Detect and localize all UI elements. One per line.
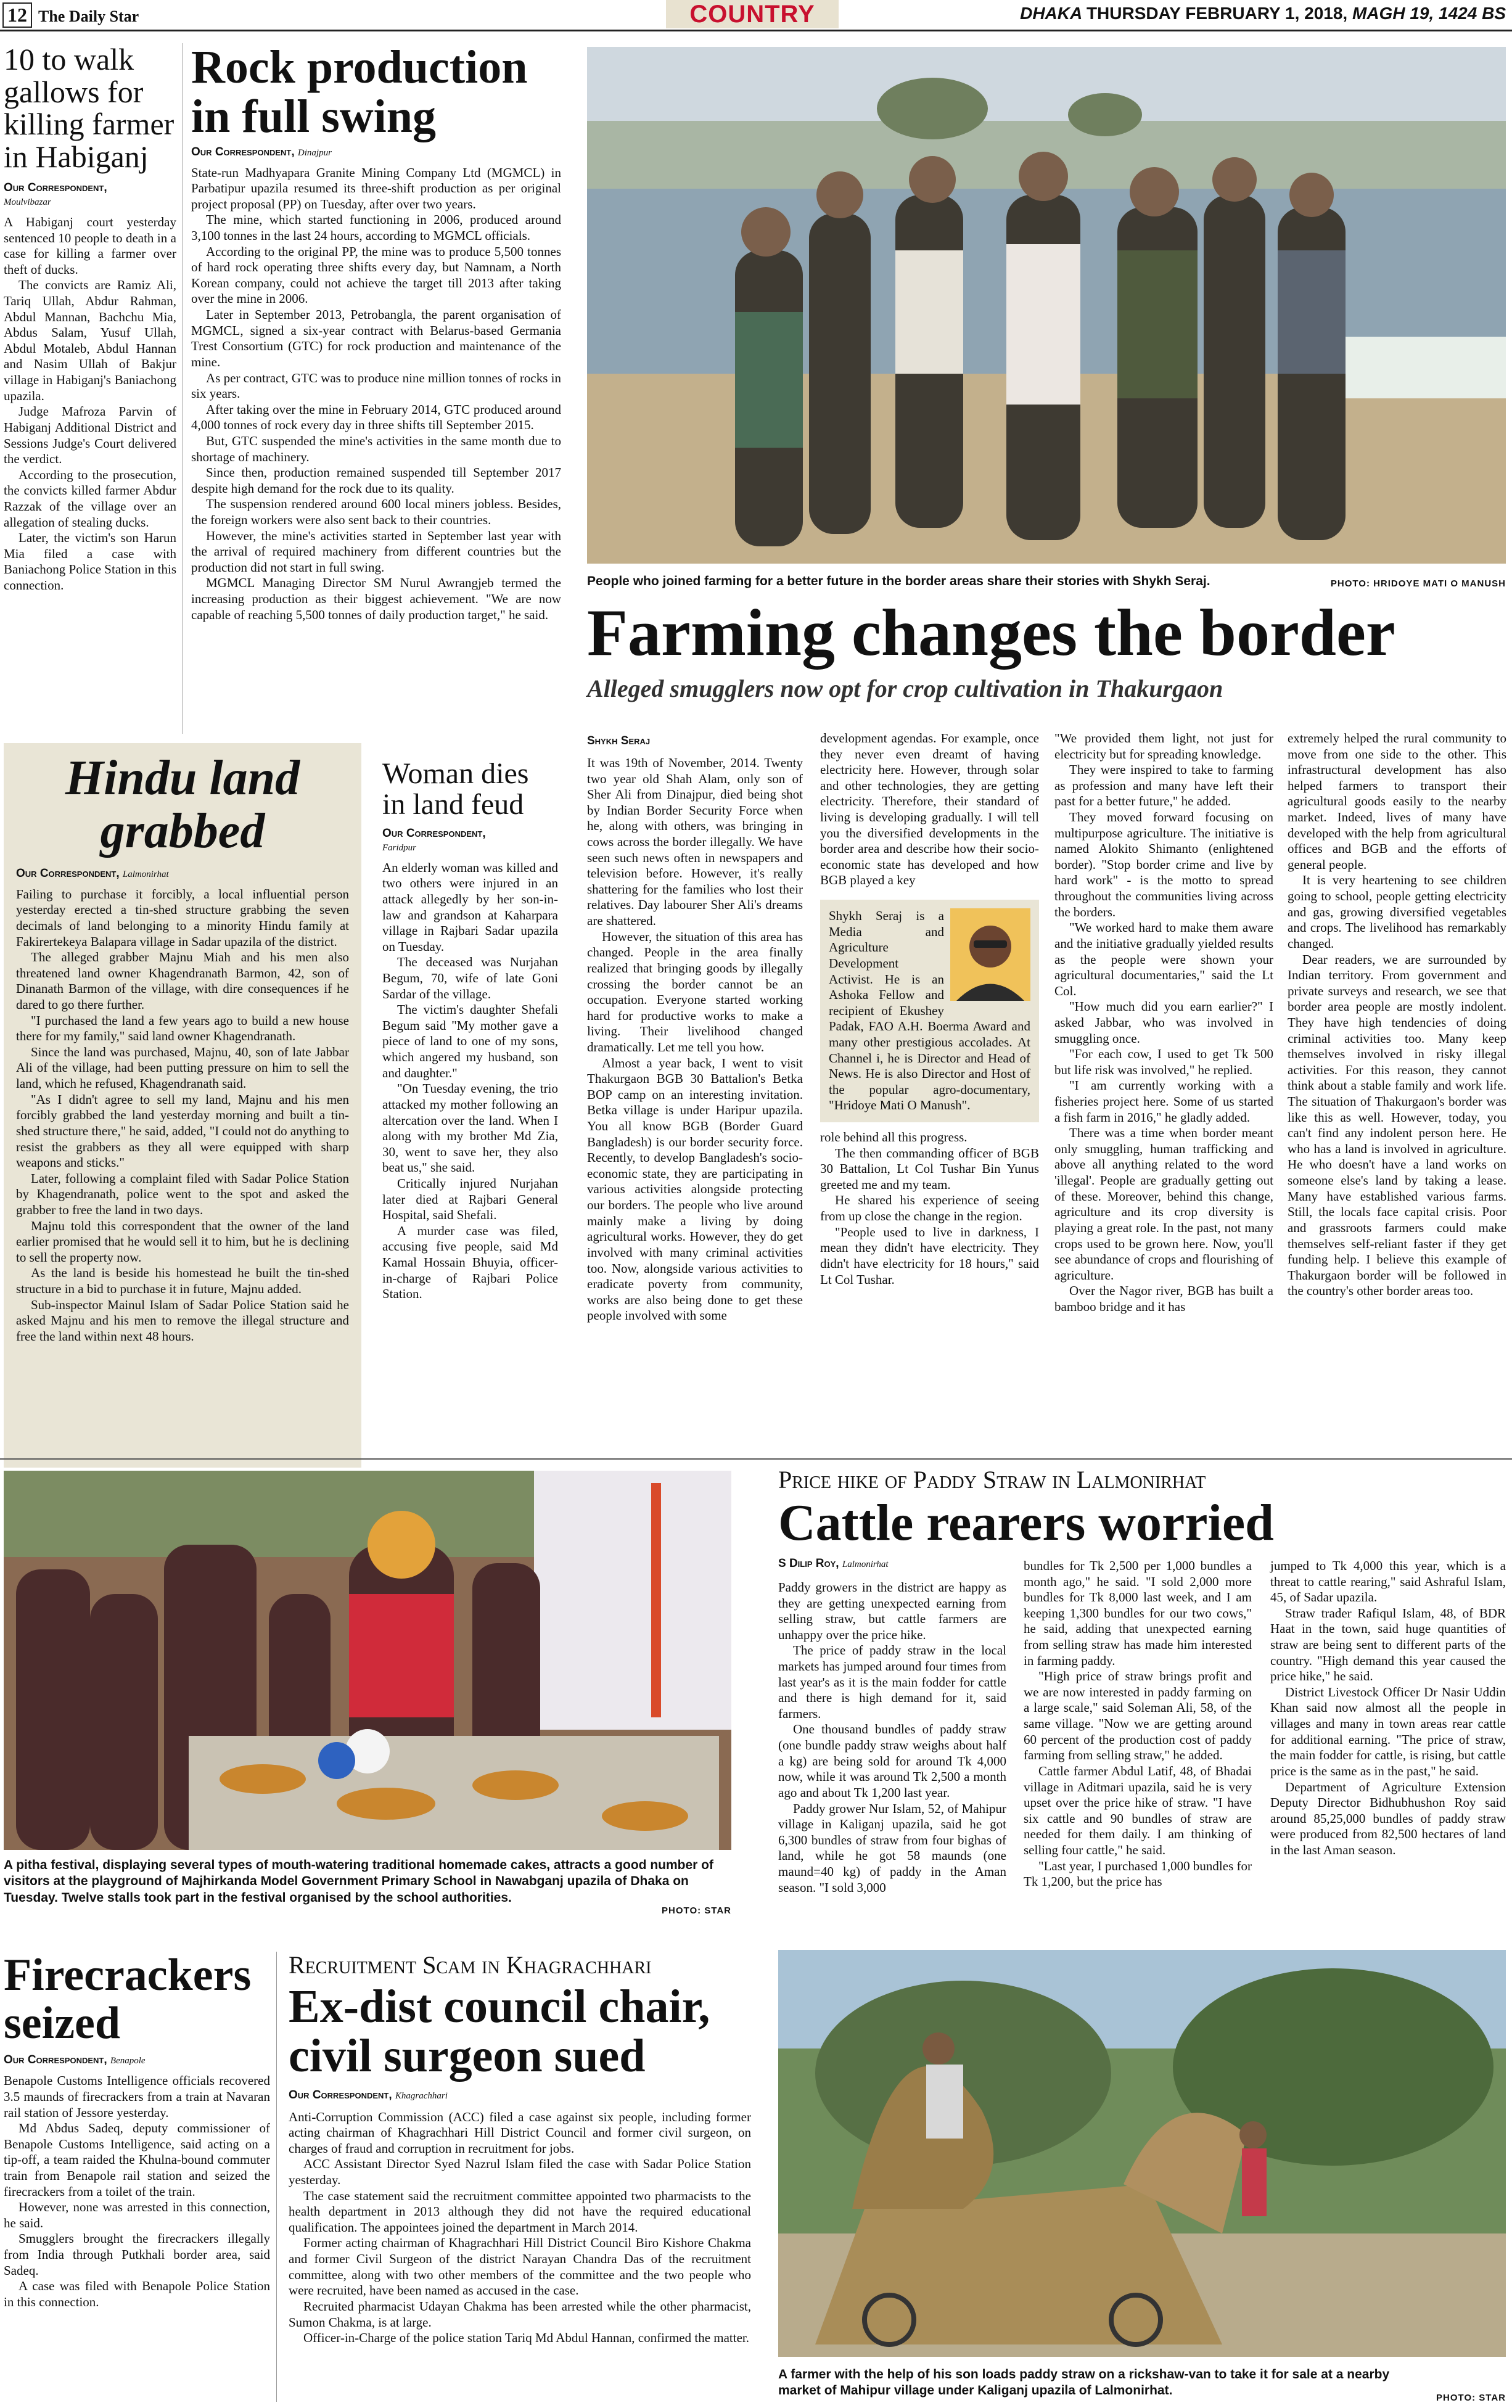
pitha-caption: A pitha festival, displaying several types of mouth-watering traditional homemade cakes, attracts a good number of visitors at the playground of Majhirkanda Model Government Primary School in Nawabganj upazila of Dhaka on Tuesday. Twelve stalls took part in the festival organised by the school authorities.: [4, 1858, 713, 1905]
paragraph: The then commanding officer of BGB 30 Battalion, Lt Col Tushar Bin Yunus greeted me and my team.: [820, 1145, 1039, 1192]
byline-location: Lalmonirhat: [122, 869, 169, 879]
paragraph: The price of paddy straw in the local markets has jumped around four times from last year's as it is the main fodder for cattle and there is high demand for it, said farmers.: [778, 1643, 1006, 1721]
byline-name: Our Correspondent,: [382, 826, 486, 840]
paragraph: A case was filed with Benapole Police Station in this connection.: [4, 2279, 270, 2309]
article-body: [289, 2110, 751, 2346]
paragraph: The deceased was Nurjahan Begum, 70, wife of late Goni Sardar of the village.: [382, 955, 558, 1001]
paragraph: Recruited pharmacist Udayan Chakma has been arrested while the other pharmacist, Sumon Chakma, is at large.: [289, 2298, 751, 2330]
paragraph: "People used to live in darkness, I mean they didn't have electricity. They didn't have electricity for 18 hours," said Lt Col Tushar.: [820, 1224, 1039, 1287]
paragraph: Dear readers, we are surrounded by Indian territory. From government and private surveys and research, we see that border area people are mostly indolent. They have high tendencies of doing criminal activities too. Many keep themselves involved in risky illegal activities. For this reason, they cannot think about a stable family and work life. The situation of Thakurgaon's border was like this as well. However, today, you can't find any indolent person here. He who has a land is involved in agriculture. He who doesn't have a land works on someone else's land by taking a lease. Many have established various farms. Still, the locals face capital crisis. Poor and grassroots farmers could make themselves self-reliant faster if they get funding help. I believe this example of Thakurgaon border will be followed in the country's other border areas too.: [1288, 951, 1506, 1299]
paragraph: extremely helped the rural community to move from one side to the other. This infrastructural development has also helped farmers to transport their agricultural goods easily to the nearby market. Indeed, lives of many have developed with the help from agricultural offices and BGB and the efforts of general people.: [1288, 731, 1506, 872]
kicker: Price hike of Paddy Straw in Lalmonirhat: [778, 1466, 1206, 1494]
paragraph: Critically injured Nurjahan later died at Rajbari General Hospital, said Shefali.: [382, 1175, 558, 1223]
article-body: [191, 165, 561, 623]
paragraph: He shared his experience of seeing from up close the change in the region.: [820, 1193, 1039, 1224]
byline: [382, 827, 558, 854]
byline: [778, 1557, 889, 1571]
byline-name: Our Correspondent,: [4, 181, 107, 194]
paragraph: After taking over the mine in February 2014, GTC produced around 4,000 tonnes of rock every day in three shifts till September 2015.: [191, 401, 561, 433]
section-divider: [0, 1458, 1512, 1460]
byline: [16, 867, 349, 881]
paragraph: "We provided them light, not just for electricity but for spreading knowledge.: [1054, 731, 1273, 762]
cattle-col2: [1024, 1558, 1252, 1890]
pitha-credit: PHOTO: STAR: [662, 1905, 731, 1916]
page-number: 12: [2, 2, 32, 28]
paragraph: "High price of straw brings profit and we are now interested in paddy farming on a large scale," said Soleman Ali, 58, of the same village. "Now we are getting around 60 percent of the production cost of paddy farming from selling straw," he added.: [1024, 1669, 1252, 1763]
paragraph: However, the situation of this area has changed. People in the area finally realized that bringing goods by illegally crossing the border cannot be an occupation. Everyone started working hard for productive works to make a living. Their livelihood changed dramatically. Let me tell you how.: [587, 929, 803, 1054]
paragraph: Department of Agriculture Extension Deputy Director Bidhubhushon Roy said around 85,25,000 bundles of paddy straw were produced from 82,500 hectares of land in the last Aman season.: [1270, 1779, 1506, 1857]
paragraph: bundles for Tk 2,500 per 1,000 bundles a month ago," he said. "I sold 2,000 more bundles for Tk 8,000 last week, and I am keeping 1,300 bundles for our two cows," he said, adding that unexpected earning from selling straw has made him interested in farming paddy.: [1024, 1558, 1252, 1668]
paragraph: "I purchased the land a few years ago to build a new house there for my family," said land owner Khagendranath.: [16, 1013, 349, 1044]
paragraph: Straw trader Rafiqul Islam, 48, of BDR Haat in the town, said huge quantities of straw are being sent to different parts of the country. "High demand this year caused the price hike," he said.: [1270, 1605, 1506, 1684]
paragraph: Benapole Customs Intelligence officials recovered 3.5 maunds of firecrackers from a train at Navaran rail station of Jessore yesterday.: [4, 2073, 270, 2120]
paragraph: Sub-inspector Mainul Islam of Sadar Police Station said he asked Majnu and his men to remove the illegal structure and free the land within next 48 hours.: [16, 1297, 349, 1344]
paragraph: An elderly woman was killed and two others were injured in an attack allegedly by her son-in-law and grandson at Kaharpara village in Rajbari Sadar upazila on Tuesday.: [382, 860, 558, 954]
byline-location: Benapole: [110, 2056, 146, 2066]
paragraph: Former acting chairman of Khagrachhari Hill District Council Biro Kishore Chakma and former Civil Surgeon of the district Narayan Chandra Das of the recruitment committee, along with two other members of the committee and the two people who were recruited, have been named as accused in the case.: [289, 2235, 751, 2298]
author-portrait-icon: [950, 908, 1030, 1001]
paragraph: They were inspired to take to farming as profession and many have left their past for a better future," he added.: [1054, 762, 1273, 809]
dateline-bangla: MAGH 19, 1424 BS: [1352, 4, 1506, 23]
dateline-date: THURSDAY FEBRUARY 1, 2018,: [1086, 4, 1348, 23]
byline-location: Faridpur: [382, 842, 417, 853]
paragraph: Cattle farmer Abdul Latif, 48, of Bhadai village in Aditmari upazila, said he is very upset over the price hike of straw. "I have six cattle and 90 bundles of straw are needed for them daily. I am thinking of selling four cattle," he said.: [1024, 1763, 1252, 1857]
paragraph: "Last year, I purchased 1,000 bundles for Tk 1,200, but the price has: [1024, 1858, 1252, 1889]
article-woman-dies: [382, 758, 558, 1302]
section-label: COUNTRY: [666, 0, 839, 28]
paragraph: Since the land was purchased, Majnu, 40, son of late Jabbar Ali of the village, had been putting pressure on him to sell the land, which he refused, Khagendranath said.: [16, 1044, 349, 1091]
cattle-col3: [1270, 1558, 1506, 1859]
paragraph: One thousand bundles of paddy straw (one bundle paddy straw weighs about half a kg) are being sold for around Tk 4,000 now, while it was around Tk 2,500 a month ago and about Tk 1,200 last year.: [778, 1722, 1006, 1800]
farming-col4: [1288, 731, 1506, 1299]
paragraph: However, none was arrested in this connection, he said.: [4, 2200, 270, 2230]
headline: Rock production in full swing: [191, 41, 528, 142]
paragraph: As the land is beside his homestead he built the tin-shed structure in a bid to purchase it in future, Majnu added.: [16, 1265, 349, 1297]
paragraph: "On Tuesday evening, the trio attacked my mother following an altercation over the land. When I along with my brother Md Zia, 30, went to save her, they also beat us," she said.: [382, 1081, 558, 1175]
paragraph: It is very heartening to see children going to school, people getting electricity and gas, growing diversified vegetables and crops. The livelihood has remarkably changed.: [1288, 873, 1506, 951]
paragraph: Almost a year back, I went to visit Thakurgaon BGB 30 Battalion's Betka BOP camp on an interesting invitation. Betka village is under Haripur upazila. You all know BGB (Border Guard Bangladesh) is our border security force. Recently, to develop Bangladesh's socio-economic state, they are participating in various activities alongside protecting our borders. The people who live around mainly make a living by doing agricultural works. However, they do get involved with many criminal activities too. Now, alongside various activities to eradicate poverty from community, works are also being done to get these people involved with some: [587, 1055, 803, 1323]
headline: Ex-dist council chair, civil surgeon sued: [289, 1981, 710, 2082]
article-firecrackers: [4, 1952, 270, 2311]
article-body: [4, 2073, 270, 2310]
paddy-straw-photo: [778, 1950, 1506, 2357]
paragraph: Later, the victim's son Harun Mia filed a case with Baniachong Police Station in this connection.: [4, 530, 176, 593]
paragraph: Failing to purchase it forcibly, a local influential person yesterday erected a tin-shed structure grabbing the seven decimals of land belonging to a minority Hindu family at Fakirertekeya Balapara village in Sadar upazila of the district.: [16, 886, 349, 949]
paragraph: "For each cow, I used to get Tk 500 but life risk was involved," he replied.: [1054, 1046, 1273, 1077]
paragraph: The mine, which started functioning in 2006, produced around 3,100 tonnes in the last 24 hours, according to MGMCL officials.: [191, 212, 561, 244]
farmers-group-illustration: [587, 47, 1506, 564]
paragraph: The victim's daughter Shefali Begum said "My mother gave a piece of land to one of my sons, which angered my husband, son and daughter.": [382, 1002, 558, 1080]
article-body: [16, 887, 349, 1345]
byline-location: Dinajpur: [297, 147, 332, 158]
paragraph: "How much did you earn earlier?" I asked Jabbar, who was involved in smuggling once.: [1054, 999, 1273, 1046]
paragraph: jumped to Tk 4,000 this year, which is a threat to cattle rearing," said Ashraful Islam, 45, of Sadar upazila.: [1270, 1558, 1506, 1605]
farming-col3: [1054, 731, 1273, 1315]
byline: [4, 2053, 270, 2067]
paragraph: "As I didn't agree to sell my land, Majnu and his men forcibly grabbed the land yesterday morning and built a tin-shed structure there," he said, added, "I could not do anything to resist the grabbers as they all were equipped with sharp weapons and sticks.": [16, 1091, 349, 1170]
paragraph: A murder case was filed, accusing five people, said Md Kamal Hossain Bhuyia, officer-in-charge of Rajbari Police Station.: [382, 1223, 558, 1302]
paragraph: State-run Madhyapara Granite Mining Company Ltd (MGMCL) in Parbatipur upazila resumed its three-shift production as per original project proposal (PP) on Tuesday, after over two years.: [191, 165, 561, 212]
paragraph: The alleged grabber Majnu Miah and his men also threatened land owner Khagendranath Barmon, 42, son of Dinanath Barmon of the village, with dire consequences if he dared to go there further.: [16, 950, 349, 1013]
article-cattle-rearers: [778, 1466, 1506, 1550]
author-bio-text: Shykh Seraj is a Media and Agriculture Development Activist. He is an Ashoka Fellow and recipient of Ekushey Padak, FAO A.H. Boerma Award and many other prestigious accolades. At Channel i, he is Director and Head of News. He is also Director and Host of the popular agro-documentary, "Hridoye Mati O Manush".: [829, 908, 1030, 1113]
paragraph: According to the prosecution, the convicts killed farmer Abdur Razzak of the village over an allegation of stealing ducks.: [4, 467, 176, 530]
byline-location: Lalmonirhat: [842, 1559, 889, 1569]
paragraph: role behind all this progress.: [820, 1130, 968, 1145]
paragraph: But, GTC suspended the mine's activities in the same month due to shortage of machinery.: [191, 433, 561, 464]
cattle-byline: [778, 1557, 889, 1571]
border-farmers-photo: [587, 47, 1506, 564]
paragraph: The case statement said the recruitment committee appointed two pharmacists to the health department in 2013 although they did not have the required educational qualification. The appointees joined the department in March 2014.: [289, 2188, 751, 2235]
paragraph: MGMCL Managing Director SM Nurul Awrangjeb termed the increasing production as their biggest achievement. "We are now capable of reaching 5,500 tonnes of daily production target," he said.: [191, 575, 561, 622]
headline: Firecrackers seized: [4, 1950, 252, 2048]
headline: Woman dies in land feud: [382, 757, 529, 821]
article-body: [382, 860, 558, 1302]
paragraph: Over the Nagor river, BGB has built a bamboo bridge and it has: [1054, 1283, 1273, 1314]
paddy-straw-credit: PHOTO: STAR: [1436, 2393, 1506, 2403]
paragraph: However, the mine's activities started in September last year with the arrival of required machinery from different countries but the production did not start in full swing.: [191, 528, 561, 575]
paragraph: Paddy grower Nur Islam, 52, of Mahipur village in Kaliganj upazila, said he got 6,300 bundles of straw from four bighas of land, while he got 58 maunds (one maund=40 kg) of paddy in the Aman season. "I sold 3,000: [778, 1801, 1006, 1895]
cattle-col1: [778, 1580, 1006, 1896]
article-body: [4, 215, 176, 594]
author-photo: [950, 908, 1030, 1001]
paragraph: The convicts are Ramiz Ali, Tariq Ullah, Abdur Rahman, Abdul Mannan, Bachchu Mia, Abdus Salam, Yusuf Ullah, Abdul Motaleb, Abdul Hannan and Nasim Ullah of Bakjur village in Habiganj's Baniachong upazila.: [4, 277, 176, 403]
byline: [289, 2089, 751, 2102]
paragraph: There was a time when border meant only smuggling, human trafficking and above all anything related to the word 'illegal'. People are gradually getting out of these. Moreover, behind this change, agriculture and its crop diversity is playing a great role. In the past, not many crops used to be grown here. Now, you'll see abundance of crops and flourishing of agriculture.: [1054, 1125, 1273, 1283]
article-rock-production: [191, 43, 561, 623]
pitha-festival-illustration: [4, 1471, 731, 1850]
subheadline: Alleged smugglers now opt for crop cultivation in Thakurgaon: [587, 675, 1223, 703]
byline: [4, 181, 176, 208]
paragraph: Later, following a complaint filed with Sadar Police Station by Khagendranath, police went to the spot and asked the grabber to free the land in two days.: [16, 1170, 349, 1217]
author-bio-box: [820, 900, 1039, 1122]
byline-name: Our Correspondent,: [16, 866, 120, 880]
byline: [191, 146, 561, 159]
article-hindu-land: [4, 743, 361, 1468]
paragraph: Smugglers brought the firecrackers illegally from India through Putkhali border area, said Sadeq.: [4, 2231, 270, 2278]
dateline: [1020, 4, 1506, 23]
paddy-straw-illustration: [778, 1950, 1506, 2357]
headline: Hindu land grabbed: [65, 751, 300, 859]
paragraph: Majnu told this correspondent that the owner of the land earlier promised that he would sell it to him, but he is declining to sell the property now.: [16, 1218, 349, 1265]
farming-byline: Shykh Seraj: [587, 734, 651, 747]
paddy-straw-caption: A farmer with the help of his son loads paddy straw on a rickshaw-van to take it for sale at a nearby market of Mahipur village under Kaliganj upazila of Lalmonirhat.: [778, 2367, 1390, 2398]
paragraph: As per contract, GTC was to produce nine million tonnes of rocks in six years.: [191, 370, 561, 401]
column-rule: [276, 1952, 277, 2402]
paragraph: District Livestock Officer Dr Nasir Uddin Khan said now almost all the people in villages and many in town areas rear cattle for additional earning. "The price of straw, the main fodder for cattle, is rising, but cattle price is the same as in the past," he said.: [1270, 1684, 1506, 1778]
headline: 10 to walk gallows for killing farmer in Habiganj: [4, 42, 175, 174]
paragraph: "I am currently working with a fisheries project here. Some of us started a fish farm in 2016," he gladly added.: [1054, 1078, 1273, 1125]
kicker: Recruitment Scam in Khagrachhari: [289, 1951, 652, 1979]
masthead-left: [2, 2, 139, 28]
byline-location: Moulvibazar: [4, 197, 51, 207]
paragraph: A Habiganj court yesterday sentenced 10 people to death in a case for killing a farmer over theft of ducks.: [4, 215, 176, 277]
headline: Farming changes the border: [587, 596, 1395, 670]
paper-name: The Daily Star: [38, 7, 139, 25]
farming-photo-credit: PHOTO: HRIDOYE MATI O MANUSH: [1330, 578, 1506, 589]
paragraph: They moved forward focusing on multipurpose agriculture. The initiative is named Alokito Shimanto (enlightened border). "Stop border crime and live by hard work" - is the motto to spread throughout the communities living across the borders.: [1054, 810, 1273, 919]
paragraph: Since then, production remained suspended till September 2017 despite high demand for the rock due to its quality.: [191, 465, 561, 496]
byline-name: Our Correspondent,: [289, 2088, 392, 2102]
paragraph: ACC Assistant Director Syed Nazrul Islam filed the case with Sadar Police Station yesterday.: [289, 2156, 751, 2188]
paragraph: The suspension rendered around 600 local miners jobless. Besides, the foreign workers were also sent back to their countries.: [191, 496, 561, 527]
paragraph: Officer-in-Charge of the police station Tariq Md Abdul Hannan, confirmed the matter.: [303, 2330, 749, 2346]
farming-col1: [587, 755, 803, 1324]
paragraph: Paddy growers in the district are happy as they are getting unexpected earning from selling straw, but cattle farmers are unhappy over the price hike.: [778, 1580, 1006, 1642]
paragraph: It was 19th of November, 2014. Twenty two year old Shah Alam, only son of Sher Ali from Dinajpur, died being shot by Indian Border Security Force when he, along with others, was bringing in cows across the border illegally. We have seen such news often in newspapers and television before. However, it's really shattering for the families who lost their relatives. Day labourer Sher Ali's dreams are shattered.: [587, 755, 803, 929]
headline: Cattle rearers worried: [778, 1494, 1274, 1551]
paragraph: "We worked hard to make them aware and the initiative gradually yielded results as the people were shown your agricultural documentaries," said the Lt Col.: [1054, 920, 1273, 998]
paragraph: Anti-Corruption Commission (ACC) filed a case against six people, including former acting chairman of Khagrachhari Hill District Council and former civil surgeon, on charges of fraud and corruption in recruitment for jobs.: [289, 2109, 751, 2156]
masthead: [0, 0, 1512, 31]
byline-name: Our Correspondent,: [191, 145, 295, 158]
dateline-city: DHAKA: [1020, 4, 1082, 23]
byline-name: Our Correspondent,: [4, 2053, 107, 2067]
article-ex-dist-council: [289, 1952, 751, 2346]
farming-col2: [820, 731, 1039, 1288]
paragraph: Later in September 2013, Petrobangla, the parent organisation of MGMCL, signed a six-year contract with Belarus-based Germania Trest Consortium (GTC) for rock production and maintenance of the mine.: [191, 307, 561, 369]
byline-location: Khagrachhari: [395, 2090, 448, 2101]
article-farming-border: [587, 598, 1506, 703]
paragraph: development agendas. For example, once they never even dreamt of having electricity here. However, through solar and other technologies, they are getting electricity. Therefore, their standard of living is developing gradually. I will tell you the diversified developments in the border area and describe how their socio-economic state has developed and how BGB played a key: [820, 731, 1039, 888]
farming-photo-caption: People who joined farming for a better future in the border areas share their stories with Shykh Seraj.: [587, 574, 1210, 588]
article-walk-gallows: [4, 43, 176, 594]
byline-name: S Dilip Roy,: [778, 1557, 839, 1570]
paragraph: Md Abdus Sadeq, deputy commissioner of Benapole Customs Intelligence, said acting on a tip-off, a team raided the Khulna-bound commuter train from Benapole rail station and seized the firecrackers from a toilet of the train.: [4, 2121, 270, 2199]
pitha-festival-photo: [4, 1471, 731, 1850]
paragraph: Judge Mafroza Parvin of Habiganj Additional District and Sessions Judge's Court delivered the verdict.: [4, 404, 176, 467]
paragraph: According to the original PP, the mine was to produce 5,500 tonnes of hard rock operating three shifts every day, but Namnam, a North Korean company, could not achieve the target till 2013 after taking over the mine in 2006.: [191, 244, 561, 306]
